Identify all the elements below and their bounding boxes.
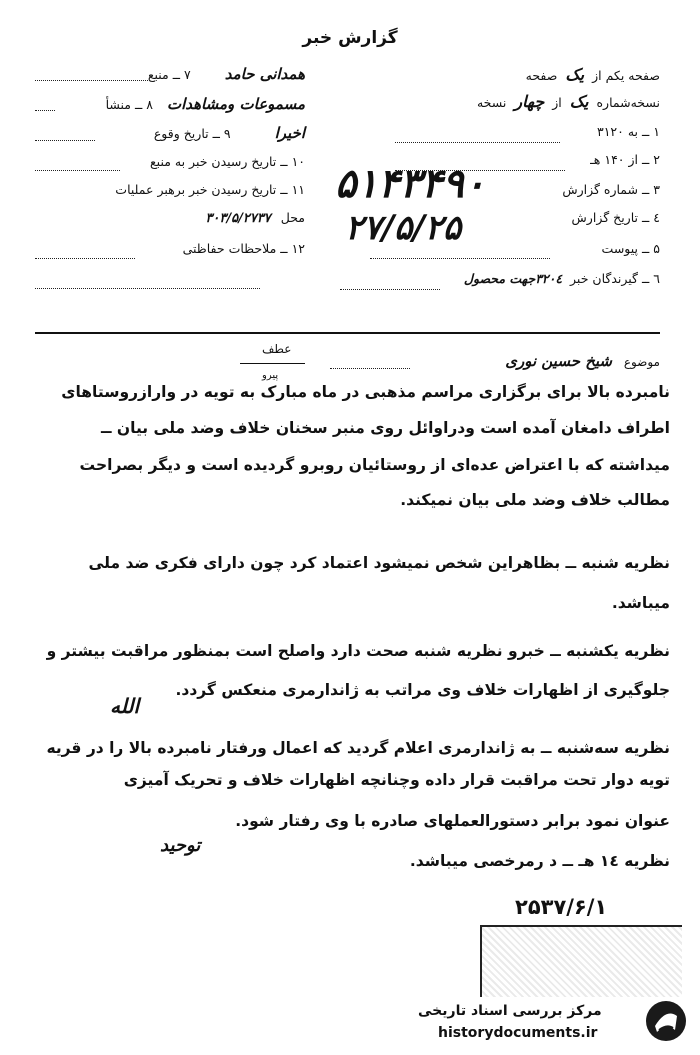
page-line (526, 65, 660, 84)
body-line: نظریه ۱٤ هـ ــ د رمرخصی میباشد. (409, 852, 670, 870)
copy-total: چهار (514, 92, 545, 111)
signature-mark: توحید (160, 835, 201, 856)
report-date-handwritten: ۲۷/۵/۲۵ (345, 208, 462, 248)
field-recipients (464, 271, 660, 286)
copy-mid: از (552, 95, 562, 110)
document-title: گزارش خبر (302, 28, 398, 48)
report-number-handwritten: ۵۱۴۳۴۹۰ (335, 160, 486, 207)
reference-divider (240, 363, 305, 364)
dotted-line (330, 368, 410, 369)
dotted-line (35, 80, 150, 81)
body-line: جلوگیری از اظهارات خلاف وی مراتب به ژاندارمری منعکس گردد. (175, 681, 670, 699)
section-divider (35, 332, 660, 334)
field-from: ۲ ــ از ۱۴۰ هـ (590, 152, 660, 167)
watermark-org: مرکز بررسی اسناد تاریخی (418, 1003, 602, 1019)
occurrence-value: اخیرا (274, 124, 305, 142)
body-line: عنوان نمود برابر دستورالعملهای صادره با وی رفتار شود. (235, 812, 670, 830)
subject-row (505, 352, 660, 370)
dotted-line (35, 288, 260, 289)
field-report-number: ۳ ــ شماره گزارش (562, 182, 660, 197)
body-line: اطراف دامغان آمده است ودراوائل روی منبر سخنان خلاف وضد ملی بیان ــ (100, 419, 670, 437)
source-label: ۷ ــ منبع (147, 67, 191, 82)
followup-label: پیرو (262, 370, 279, 381)
field-to: ۱ ــ به ۳۱۲۰ (596, 124, 660, 139)
field-report-date: ٤ ــ تاریخ گزارش (571, 210, 660, 225)
dotted-line (340, 289, 440, 290)
dotted-line (370, 258, 550, 259)
body-line: میداشته که با اعتراض عده‌ای از روستائیان روبرو گردیده است و دیگر بصراحت (79, 456, 670, 474)
page-suffix: صفحه (525, 68, 558, 83)
location-value: ۳۰۳/۵/۲۷۳۷ (205, 211, 271, 226)
body-line: نظریه یکشنبه ــ خبرو نظریه شنبه صحت دارد واصلح است بمنظور مراقبت بیشتر و (46, 642, 670, 660)
origin-label: ۸ ــ منشأ (105, 97, 153, 112)
field-occurrence-date (154, 124, 305, 142)
field-receipt-source: ۱۰ ــ تاریخ رسیدن خبر به منبع (150, 154, 305, 169)
page-prefix: صفحه یکم از (592, 68, 660, 83)
signature-mark: الله (110, 694, 139, 718)
footer-date: ۲۵۳۷/۶/۱ (515, 895, 608, 919)
stamp-fragment (480, 925, 682, 997)
watermark-url: historydocuments.ir (438, 1025, 598, 1041)
page-value: یک (565, 65, 585, 84)
field-location (205, 210, 305, 226)
copy-suffix: نسخه (476, 95, 507, 110)
origin-value: مسموعات ومشاهدات (166, 95, 305, 113)
body-line: مطالب خلاف وضد ملی بیان نمیکند. (400, 491, 670, 509)
field-security-notes: ۱۲ ــ ملاحظات حفاظتی (182, 241, 305, 256)
body-line: تویه دوار تحت مراقبت قرار داده وچنانچه اظهارات خلاف و تحریک آمیزی (123, 771, 670, 789)
reference-label: عطف (262, 342, 292, 356)
dotted-line (35, 170, 120, 171)
subject-label: موضوع (623, 355, 660, 369)
body-line: نظریه سه‌شنبه ــ به ژاندارمری اعلام گردید که اعمال ورفتار نامبرده بالا را در قریه (46, 739, 670, 757)
body-line: نظریه شنبه ــ بظاهراین شخص نمیشود اعتماد کرد چون دارای فکری ضد ملی (88, 554, 670, 572)
recipients-label: ٦ ــ گیرندگان خبر (570, 271, 660, 286)
source-value: همدانی حامد (224, 65, 305, 83)
dotted-line (35, 110, 55, 111)
recipients-value: ۳۲۰٤جهت محصول (463, 271, 563, 286)
field-attachment: ۵ ــ پیوست (601, 241, 660, 256)
body-line: میباشد. (611, 594, 670, 612)
field-origin (106, 95, 305, 113)
dotted-line (35, 258, 135, 259)
copy-prefix: نسخه‌شماره (596, 95, 660, 110)
subject-value: شیخ حسین نوری (505, 352, 612, 370)
occurrence-label: ۹ ــ تاریخ وقوع (153, 126, 231, 141)
field-source (148, 65, 305, 83)
copy-value: یک (569, 92, 589, 111)
archive-logo-icon (645, 1000, 687, 1042)
copy-line (477, 92, 660, 111)
dotted-line (395, 142, 560, 143)
dotted-line (35, 140, 95, 141)
location-label: محل (280, 210, 305, 225)
field-receipt-leader: ۱۱ ــ تاریخ رسیدن خبر برهبر عملیات (115, 182, 305, 197)
body-line: نامبرده بالا برای برگزاری مراسم مذهبی در ماه مبارک به تویه در وارازروستاهای (61, 383, 670, 401)
